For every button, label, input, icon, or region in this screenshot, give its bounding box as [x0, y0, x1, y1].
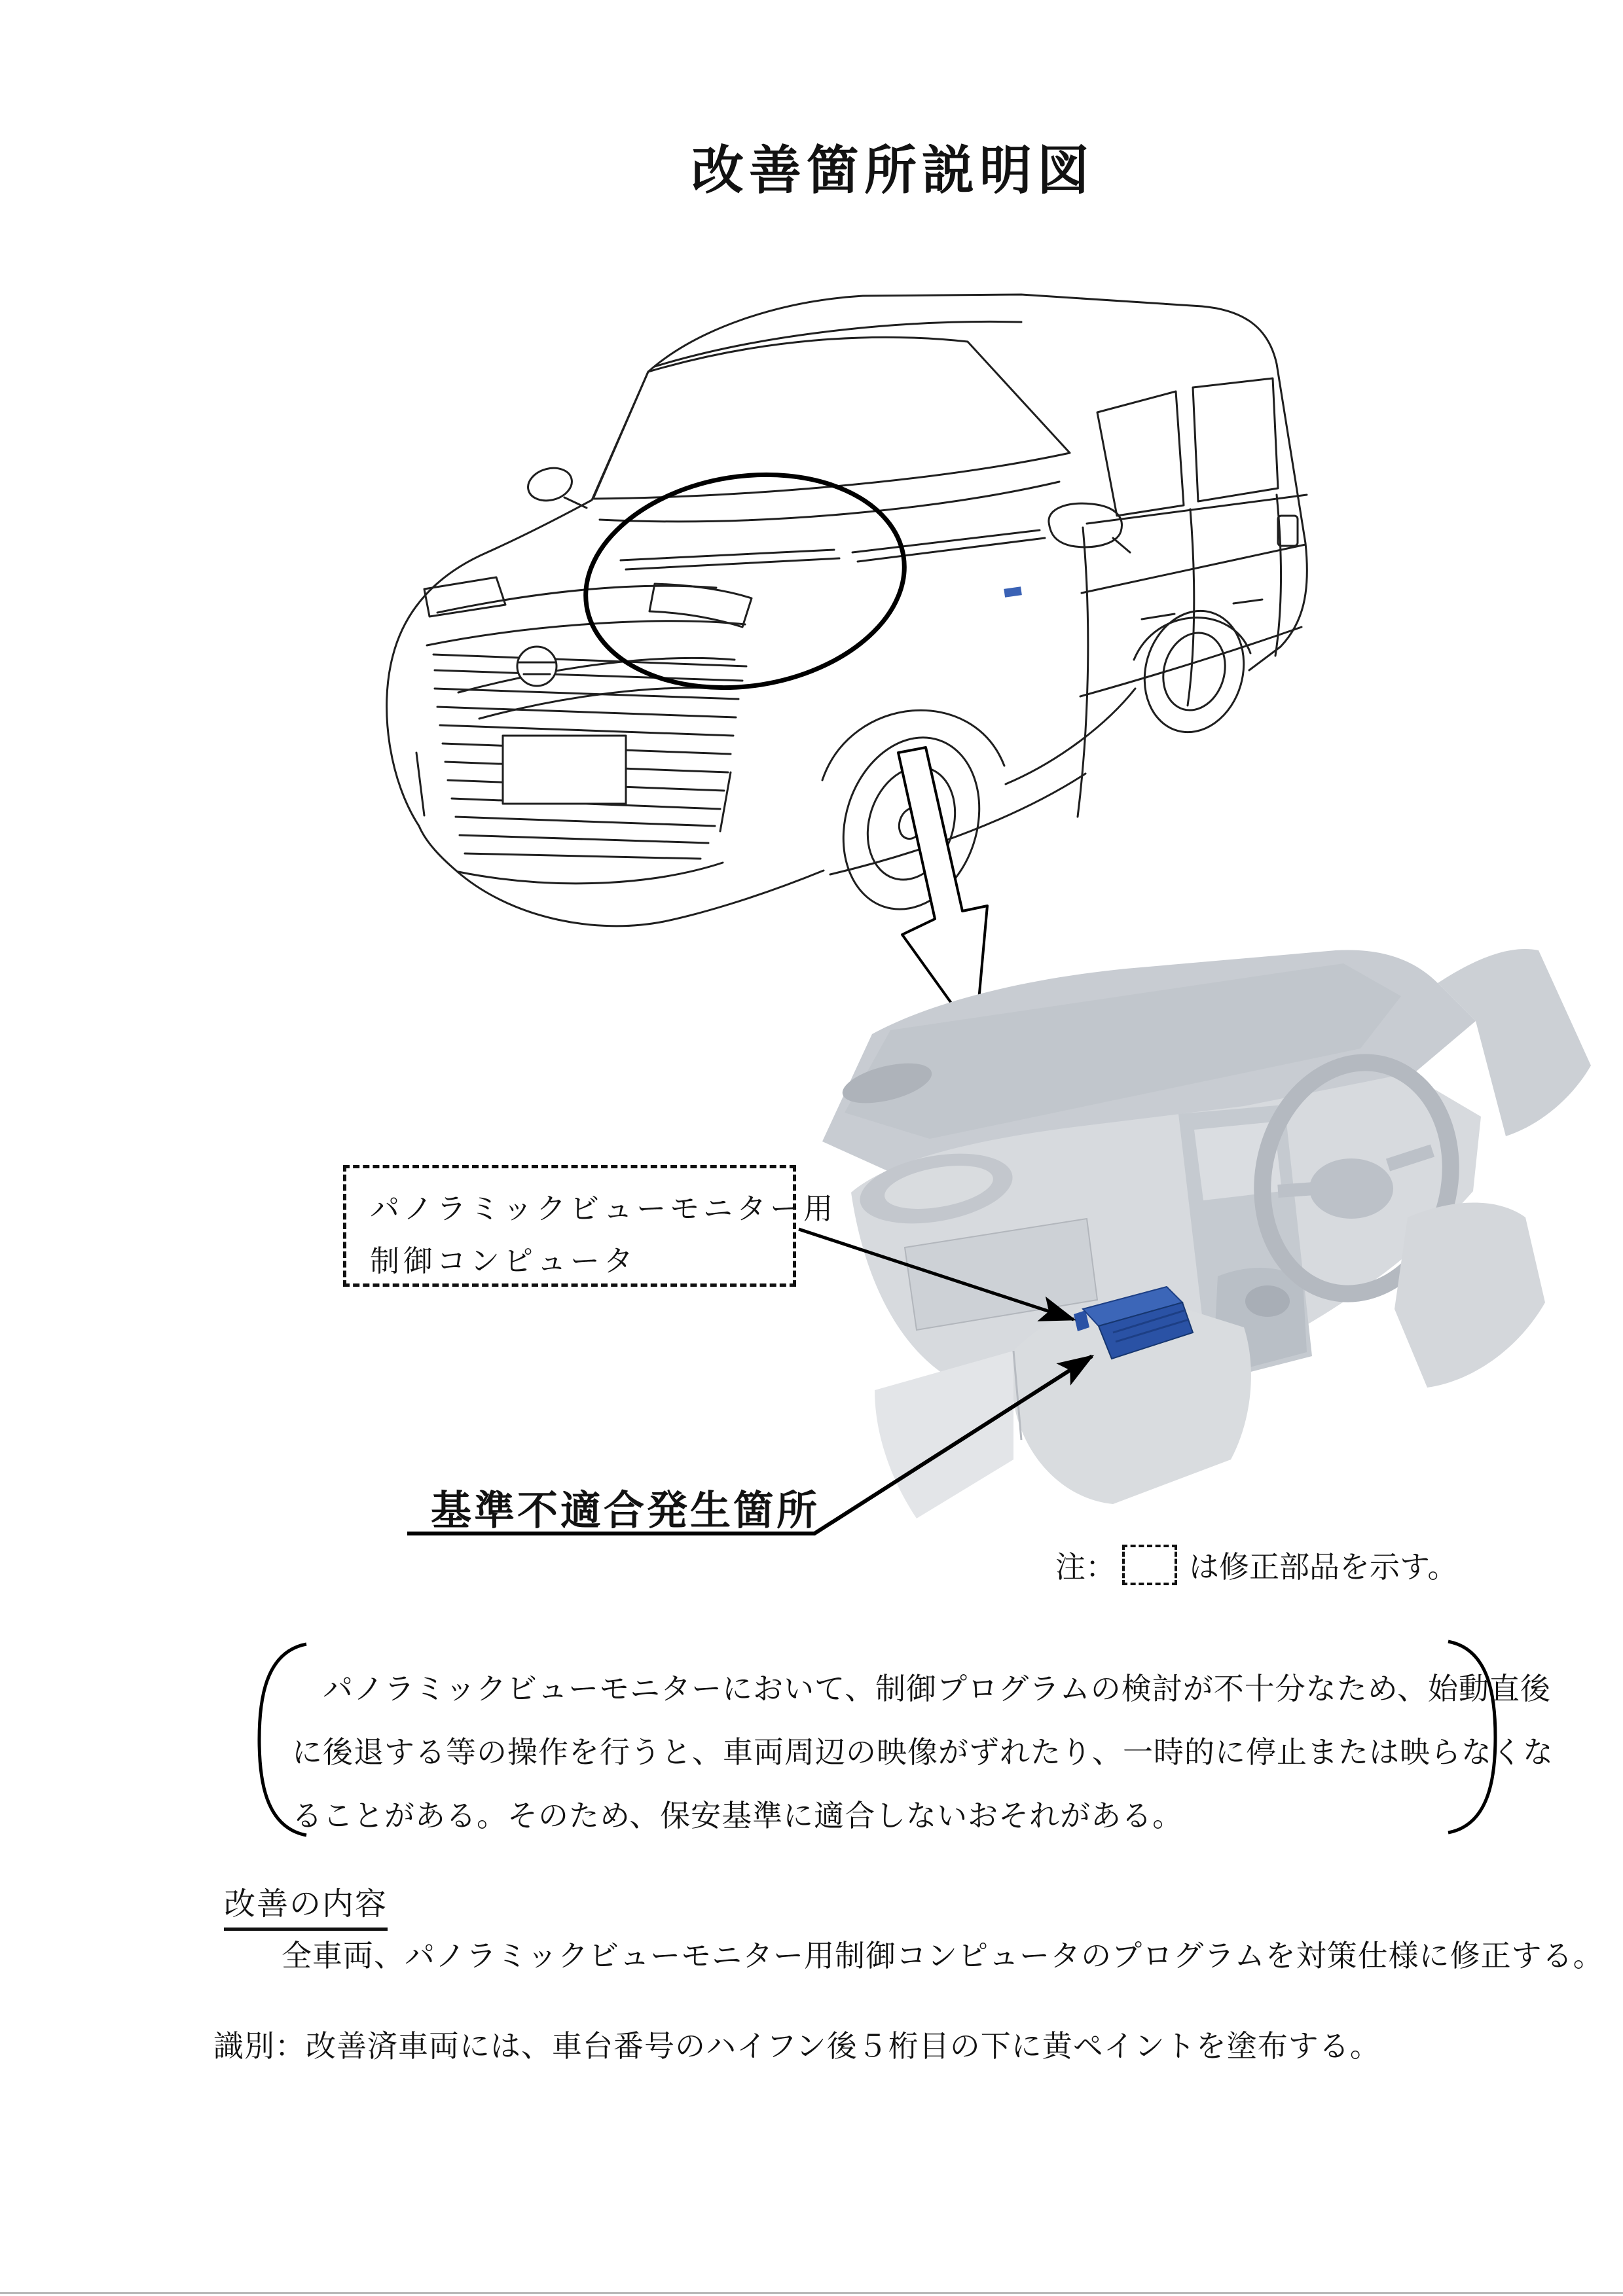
part-label-box — [343, 1165, 837, 1287]
note-line — [1055, 1543, 1457, 1587]
part-label-line2: 制御コンピュータ — [370, 1245, 638, 1278]
mirror-camera-highlight — [1004, 586, 1022, 597]
defect-description-line1: パノラミックビューモニターにおいて、制御プログラムの検討が不十分なため、始動直後 — [292, 1672, 1551, 1706]
highlight-ellipse — [570, 453, 920, 710]
dashed-box-sample — [1122, 1545, 1177, 1585]
identification-line: 識別：改善済車両には、車台番号のハイフン後５桁目の下に黄ペイントを塗布する。 — [213, 2030, 1381, 2063]
defect-description-line2: に後退する等の操作を行うと、車両周辺の映像がずれたり、一時的に停止または映らなくな — [292, 1736, 1554, 1769]
note-suffix: は修正部品を示す。 — [1189, 1551, 1458, 1584]
dashboard-render — [822, 949, 1591, 1518]
page-edge-line — [0, 2292, 1623, 2294]
improvement-body: 全車両、パノラミックビューモニター用制御コンピュータのプログラムを対策仕様に修正する。 — [282, 1939, 1604, 1973]
defect-description-line3: ることがある。そのため、保安基準に適合しないおそれがある。 — [292, 1799, 1184, 1833]
improvement-heading: 改善の内容 — [224, 1878, 388, 1931]
part-label-line1: パノラミックビューモニター用 — [370, 1193, 837, 1225]
defect-location-label: 基準不適合発生箇所 — [431, 1489, 820, 1534]
car-line-art — [387, 295, 1307, 927]
note-prefix: 注： — [1055, 1551, 1116, 1584]
defect-description-box — [292, 1657, 1554, 1848]
page-title: 改善箇所説明図 — [691, 143, 1095, 200]
